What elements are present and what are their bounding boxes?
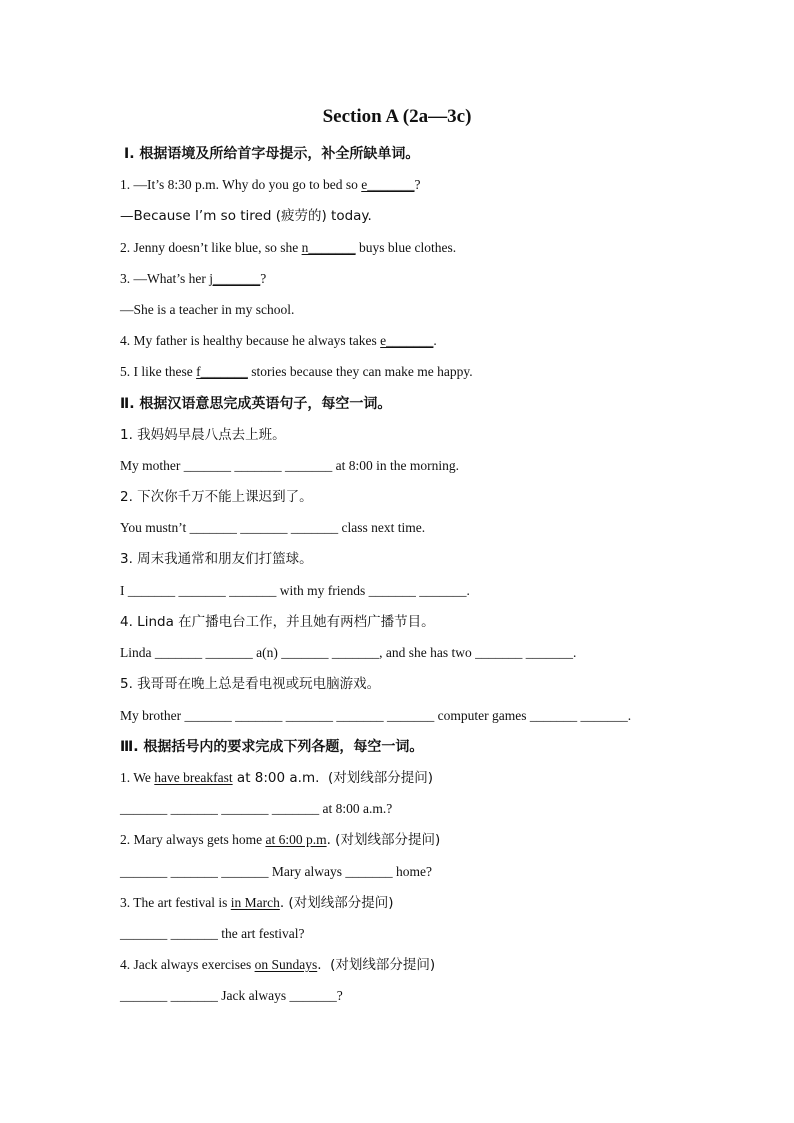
exercise-line [120, 862, 432, 882]
line-text: 4. My father is healthy because he always takes [120, 333, 381, 348]
line-text: Ⅰ. 根据语境及所给首字母提示，补全所缺单词。 [124, 146, 420, 162]
exercise-line [120, 674, 380, 694]
section-heading [120, 394, 391, 414]
line-text: 4. Jack always exercises [120, 957, 255, 972]
exercise-line [120, 549, 313, 569]
exercise-line [120, 175, 421, 195]
exercise-line [120, 799, 392, 819]
underlined-text: on Sundays [254, 957, 318, 972]
underlined-text: e_______ [361, 177, 415, 192]
line-text: . (对划线部分提问) [326, 832, 441, 848]
line-text: 1. —It’s 8:30 p.m. Why do you go to bed so [120, 177, 362, 192]
line-text: _______ _______ _______ Mary always _______ home? [120, 864, 432, 879]
line-text: 5. 我哥哥在晚上总是看电视或玩电脑游戏。 [120, 676, 381, 692]
line-text: 3. —What’s her [120, 271, 210, 286]
line-text: —Because I’m so tired (疲劳的) today. [120, 208, 372, 224]
line-text: 2. Jenny doesn’t like blue, so she [120, 240, 302, 255]
line-text: stories because they can make me happy. [247, 364, 473, 379]
line-text: at 8:00 a.m. (对划线部分提问) [232, 770, 434, 786]
line-text: My mother _______ _______ _______ at 8:00 in the morning. [120, 458, 459, 473]
exercise-line [120, 331, 437, 351]
line-text: Ⅱ. 根据汉语意思完成英语句子，每空一词。 [120, 396, 392, 412]
exercise-line [120, 456, 459, 476]
line-text: 5. I like these [120, 364, 197, 379]
line-text: . (对划线部分提问) [317, 957, 436, 973]
line-text: 3. 周末我通常和朋友们打篮球。 [120, 551, 313, 567]
line-text: 1. 我妈妈早晨八点去上班。 [120, 427, 286, 443]
line-text: . (对划线部分提问) [279, 895, 394, 911]
line-text: 2. 下次你千万不能上课迟到了。 [120, 489, 313, 505]
exercise-line [120, 830, 440, 850]
exercise-line [120, 206, 372, 226]
exercise-line [120, 425, 286, 445]
exercise-line [120, 893, 393, 913]
line-text: 2. Mary always gets home [120, 832, 266, 847]
exercise-line [120, 269, 266, 289]
section-heading [120, 737, 423, 757]
line-text: ? [260, 271, 267, 286]
exercise-line [120, 238, 456, 258]
exercise-line [120, 986, 343, 1006]
underlined-text: f_______ [196, 364, 248, 379]
exercise-line [120, 768, 433, 788]
exercise-line [120, 924, 304, 944]
section-heading [124, 144, 419, 164]
line-text: —She is a teacher in my school. [120, 302, 295, 317]
line-text: You mustn’t _______ _______ _______ class next time. [120, 520, 426, 535]
line-text: 4. Linda 在广播电台工作，并且她有两档广播节目。 [120, 614, 435, 630]
page-title: Section A (2a—3c) [322, 106, 472, 127]
line-text: Ⅲ. 根据括号内的要求完成下列各题，每空一词。 [120, 739, 424, 755]
exercise-line [120, 612, 435, 632]
underlined-text: have breakfast [154, 770, 233, 785]
line-text: ? [414, 177, 421, 192]
exercise-line [120, 643, 576, 663]
exercise-line [120, 487, 313, 507]
underlined-text: at 6:00 p.m [265, 832, 327, 847]
exercise-line [120, 362, 473, 382]
underlined-text: j_______ [209, 271, 261, 286]
line-text: My brother _______ _______ _______ _______ _______ computer games _______ _______. [120, 708, 632, 723]
line-text: Linda _______ _______ a(n) _______ _______, and she has two _______ _______. [120, 645, 577, 660]
exercise-line [120, 300, 294, 320]
underlined-text: n_______ [301, 240, 356, 255]
exercise-line [120, 955, 435, 975]
underlined-text: e_______ [380, 333, 434, 348]
line-text: buys blue clothes. [355, 240, 457, 255]
line-text: . [433, 333, 437, 348]
exercise-line [120, 706, 631, 726]
line-text: _______ _______ Jack always _______? [120, 988, 343, 1003]
line-text: 1. We [120, 770, 155, 785]
line-text: 3. The art festival is [120, 895, 231, 910]
exercise-line [120, 581, 470, 601]
exercise-line [120, 518, 425, 538]
line-text: I _______ _______ _______ with my friends _______ _______. [120, 583, 470, 598]
line-text: _______ _______ the art festival? [120, 926, 305, 941]
line-text: _______ _______ _______ _______ at 8:00 a.m.? [120, 801, 393, 816]
underlined-text: in March [230, 895, 280, 910]
